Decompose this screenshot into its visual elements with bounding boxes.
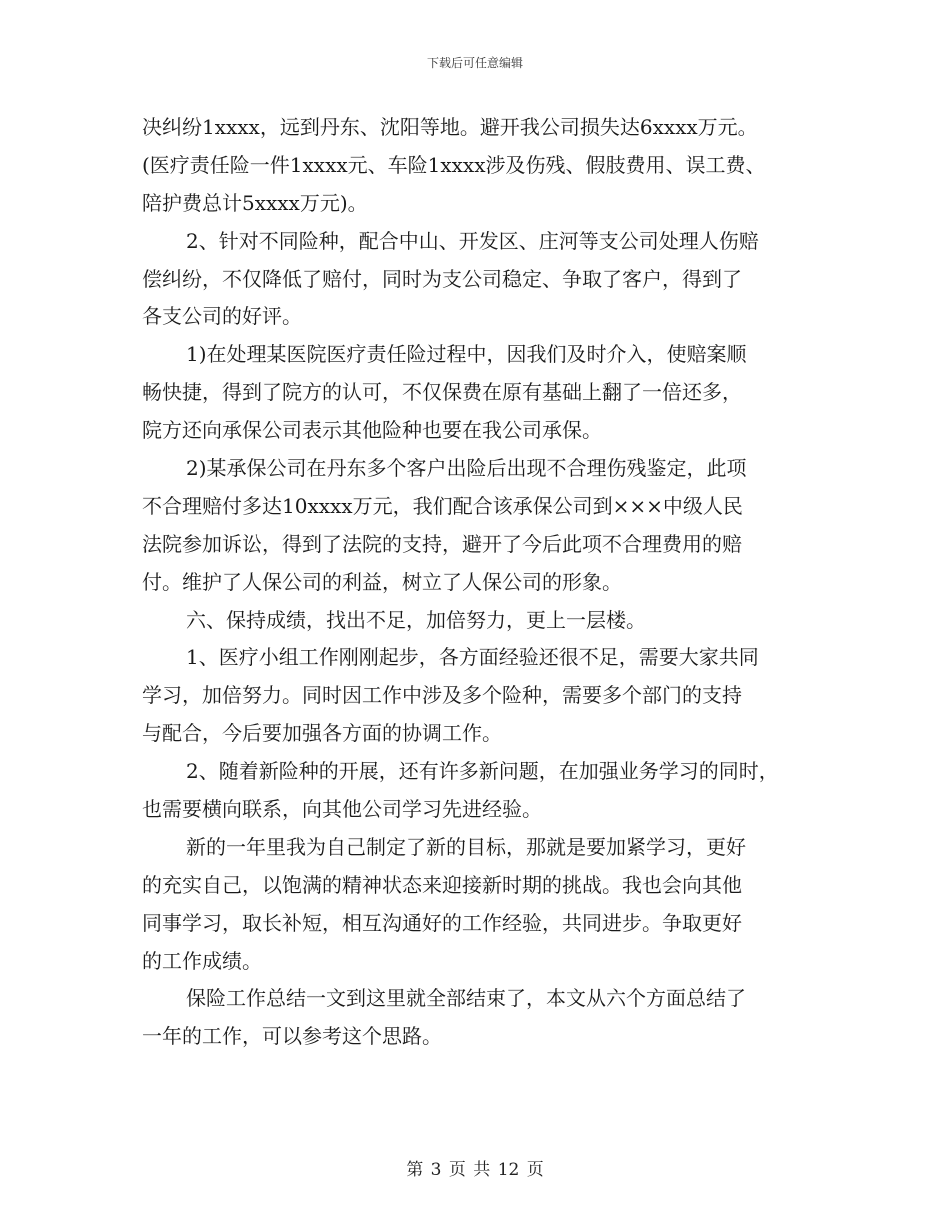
- paragraph-start-line: 新的一年里我为自己制定了新的目标，那就是要加紧学习，更好: [186, 834, 746, 859]
- text-line: 学习，加倍努力。同时因工作中涉及多个险种，需要多个部门的支持: [142, 683, 742, 708]
- paragraph-start-line: 1)在处理某医院医疗责任险过程中，因我们及时介入，使赔案顺: [186, 342, 747, 367]
- text-line: 也需要横向联系，向其他公司学习先进经验。: [142, 797, 542, 822]
- paragraph-start-line: 保险工作总结一文到这里就全部结束了，本文从六个方面总结了: [186, 986, 746, 1011]
- text-line: 各支公司的好评。: [142, 304, 302, 329]
- text-line: 的工作成绩。: [142, 948, 262, 973]
- text-line: 不合理赔付多达10xxxx万元，我们配合该承保公司到×××中级人民: [142, 493, 743, 518]
- text-line: 同事学习，取长补短，相互沟通好的工作经验，共同进步。争取更好: [142, 910, 742, 935]
- text-line: 的充实自己，以饱满的精神状态来迎接新时期的挑战。我也会向其他: [142, 872, 742, 897]
- paragraph-start-line: 2)某承保公司在丹东多个客户出险后出现不合理伤残鉴定，此项: [186, 456, 747, 481]
- text-line: 畅快捷，得到了院方的认可，不仅保费在原有基础上翻了一倍还多，: [142, 380, 742, 405]
- document-body: [142, 109, 832, 1056]
- paragraph-start-line: 2、针对不同险种，配合中山、开发区、庄河等支公司处理人伤赔: [186, 228, 759, 253]
- text-line: 与配合，今后要加强各方面的协调工作。: [142, 721, 502, 746]
- text-line: 决纠纷1xxxx，远到丹东、沈阳等地。避开我公司损失达6xxxx万元。: [142, 115, 758, 139]
- section-heading-line: 六、保持成绩，找出不足，加倍努力，更上一层楼。: [186, 607, 646, 632]
- text-line: 付。维护了人保公司的利益，树立了人保公司的形象。: [142, 569, 622, 594]
- text-line: 法院参加诉讼，得到了法院的支持，避开了今后此项不合理费用的赔: [142, 531, 742, 556]
- page-number-footer: 第 3 页 共 12 页: [406, 1160, 544, 1180]
- text-line: (医疗责任险一件1xxxx元、车险1xxxx涉及伤残、假肢费用、误工费、: [142, 152, 766, 177]
- paragraph-start-line: 1、医疗小组工作刚刚起步，各方面经验还很不足，需要大家共同: [186, 645, 759, 670]
- text-line: 院方还向承保公司表示其他险种也要在我公司承保。: [142, 418, 602, 443]
- paragraph-start-line: 2、随着新险种的开展，还有许多新问题，在加强业务学习的同时，: [186, 759, 779, 784]
- page-header: 下载后可任意编辑: [426, 56, 523, 70]
- text-line: 偿纠纷，不仅降低了赔付，同时为支公司稳定、争取了客户，得到了: [142, 266, 742, 291]
- text-line: 一年的工作，可以参考这个思路。: [142, 1024, 442, 1049]
- text-line: 陪护费总计5xxxx万元)。: [142, 190, 368, 215]
